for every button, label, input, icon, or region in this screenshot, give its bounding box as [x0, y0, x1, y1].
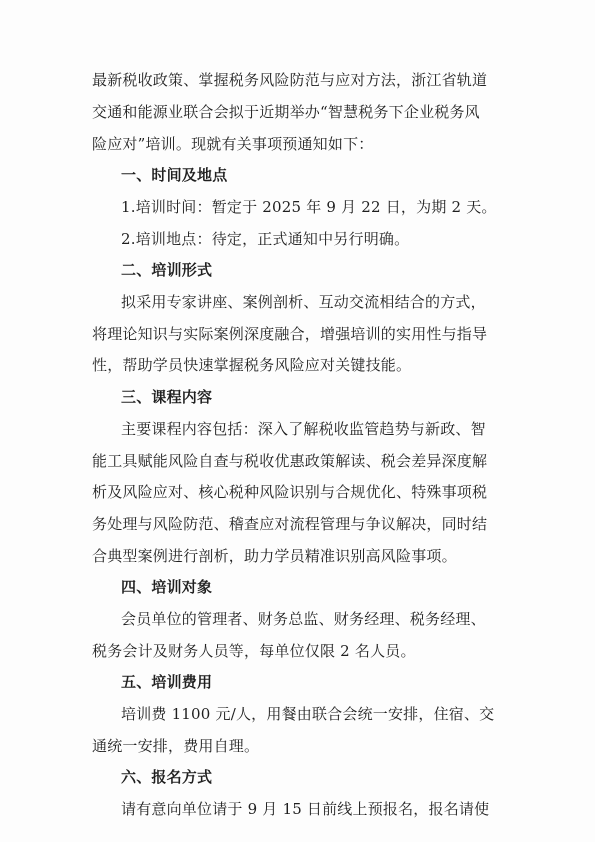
section-1-line-2: 2.培训地点：待定，正式通知中另行明确。 — [121, 230, 410, 248]
section-3-line-3: 析及风险应对、核心税种风险识别与合规优化、特殊事项税 — [92, 483, 488, 501]
section-2-line-2: 将理论知识与实际案例深度融合，增强培训的实用性与指导 — [92, 325, 488, 343]
intro-line-3: 险应对”培训。现就有关事项预通知如下： — [92, 135, 374, 153]
section-3-line-4: 务处理与风险防范、稽查应对流程管理与争议解决，同时结 — [92, 515, 488, 533]
section-2-line-1: 拟采用专家讲座、案例剖析、互动交流相结合的方式， — [121, 293, 486, 311]
section-3-line-2: 能工具赋能风险自查与税收优惠政策解读、税会差异深度解 — [92, 452, 488, 470]
section-heading-registration: 六、报名方式 — [121, 768, 213, 786]
section-2-line-3: 性，帮助学员快速掌握税务风险应对关键技能。 — [92, 356, 412, 374]
section-4-line-2: 税务会计及财务人员等，每单位仅限 2 名人员。 — [92, 642, 416, 660]
section-heading-format: 二、培训形式 — [121, 261, 213, 279]
section-heading-course: 三、课程内容 — [121, 388, 213, 406]
section-1-line-1: 1.培训时间：暂定于 2025 年 9 月 22 日，为期 2 天。 — [121, 198, 497, 216]
section-heading-audience: 四、培训对象 — [121, 578, 213, 596]
section-4-line-1: 会员单位的管理者、财务总监、财务经理、税务经理、 — [121, 610, 486, 628]
section-3-line-1: 主要课程内容包括：深入了解税收监管趋势与新政、智 — [121, 420, 486, 438]
section-6-line-1: 请有意向单位请于 9 月 15 日前线上预报名，报名请使 — [121, 800, 490, 818]
section-3-line-5: 合典型案例进行剖析，助力学员精准识别高风险事项。 — [92, 547, 457, 565]
section-5-line-2: 通统一安排，费用自理。 — [92, 737, 260, 755]
section-heading-fees: 五、培训费用 — [121, 673, 213, 691]
section-heading-time-location: 一、时间及地点 — [121, 166, 228, 184]
intro-line-1: 最新税收政策、掌握税务风险防范与应对方法，浙江省轨道 — [92, 71, 488, 89]
intro-line-2: 交通和能源业联合会拟于近期举办“智慧税务下企业税务风 — [92, 103, 480, 121]
section-5-line-1: 培训费 1100 元/人，用餐由联合会统一安排，住宿、交 — [121, 705, 495, 723]
